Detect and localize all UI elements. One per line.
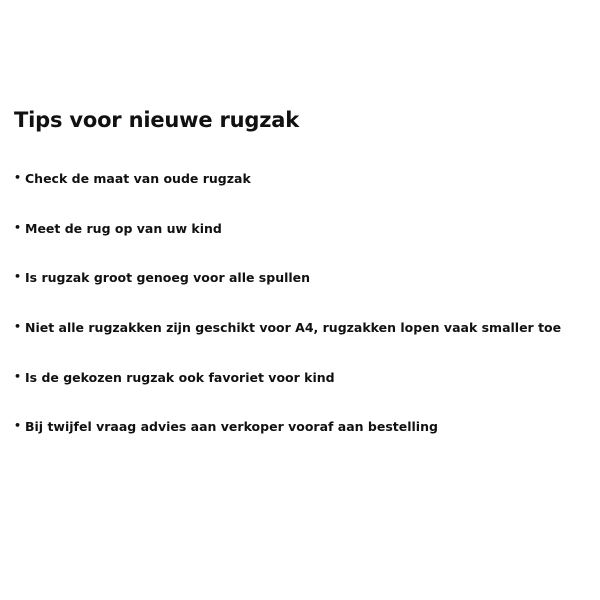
list-item-label: Meet de rug op van uw kind	[25, 220, 222, 236]
list-item-label: Is de gekozen rugzak ook favoriet voor kind	[25, 369, 335, 385]
bullet-point-icon: •	[14, 369, 22, 383]
bullet-point-icon: •	[14, 419, 22, 433]
list-item	[14, 171, 586, 187]
list-item-label: Check de maat van oude rugzak	[25, 171, 251, 187]
list-item-label: Bij twijfel vraag advies aan verkoper vooraf aan bestelling	[25, 419, 438, 435]
list-item-label: Niet alle rugzakken zijn geschikt voor A4, rugzakken lopen vaak smaller toe	[25, 320, 562, 336]
list-item	[14, 270, 586, 286]
bullet-list	[14, 171, 586, 435]
bullet-point-icon: •	[14, 171, 22, 185]
list-item	[14, 320, 586, 336]
bullet-point-icon: •	[14, 270, 22, 284]
bullet-point-icon: •	[14, 220, 22, 234]
list-item	[14, 370, 586, 386]
bullet-point-icon: •	[14, 320, 22, 334]
list-item	[14, 419, 586, 435]
page-title: Tips voor nieuwe rugzak	[14, 108, 299, 132]
list-item	[14, 221, 586, 237]
list-item-label: Is rugzak groot genoeg voor alle spullen	[25, 270, 311, 286]
